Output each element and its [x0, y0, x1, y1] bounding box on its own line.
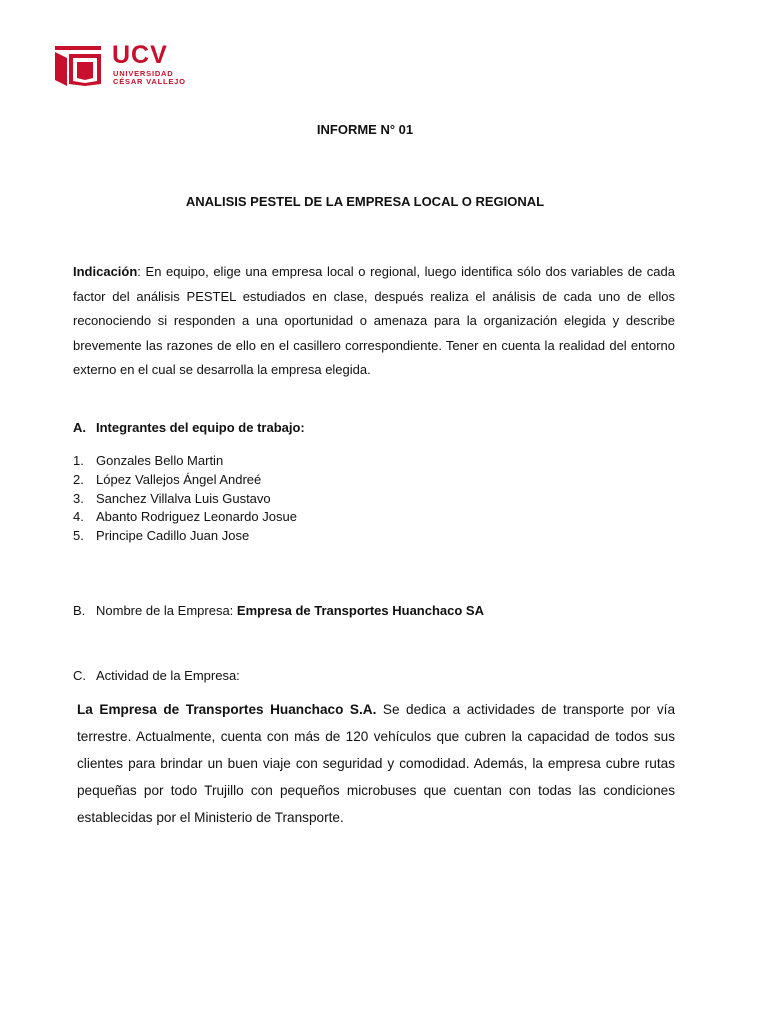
- members-list: [73, 452, 297, 546]
- member-number: 1.: [73, 453, 84, 468]
- actividad-company: La Empresa de Transportes Huanchaco S.A.: [77, 702, 377, 717]
- report-subtitle: ANALISIS PESTEL DE LA EMPRESA LOCAL O REGIONAL: [185, 194, 545, 209]
- indicacion-text: : En equipo, elige una empresa local o regional, luego identifica sólo dos variables de cada factor del análisis PESTEL estudiados en clase, después realiza el análisis de cada uno de ellos reconociendo si responden a una oportunidad o amenaza para la organización elegida y describe brevemente las razones de ello en el casillero correspondiente. Tener en cuenta la realidad del entorno externo en el cual se desarrolla la empresa elegida.: [73, 264, 675, 378]
- actividad-text: Se dedica a actividades de transporte por vía terrestre. Actualmente, cuenta con más de 120 vehículos que cubren la capacidad de todos sus clientes para brindar un buen viaje con seguridad y comodidad. Además, la empresa cubre rutas pequeñas por todo Trujillo con pequeños microbuses que cuentan con todas las condiciones establecidas por el Ministerio de Transporte.: [77, 702, 676, 825]
- member-name: López Vallejos Ángel Andreé: [96, 471, 262, 487]
- indicacion-label: Indicación: [73, 264, 138, 279]
- section-a-heading: [73, 420, 305, 435]
- member-item: [73, 508, 297, 527]
- member-name: Principe Cadillo Juan Jose: [96, 528, 250, 544]
- member-number: 2.: [73, 471, 84, 487]
- member-item: [73, 490, 297, 509]
- company-name: Empresa de Transportes Huanchaco SA: [236, 603, 484, 618]
- member-number: 3.: [73, 490, 84, 506]
- member-item: [73, 527, 297, 546]
- indicacion-paragraph: [73, 260, 675, 383]
- section-a-label: A.: [73, 420, 86, 435]
- actividad-paragraph: [77, 696, 675, 831]
- section-b-title: Nombre de la Empresa:: [96, 603, 237, 618]
- report-title: INFORME N° 01: [316, 122, 414, 137]
- member-name: Abanto Rodriguez Leonardo Josue: [96, 509, 297, 525]
- member-number: 5.: [73, 528, 84, 544]
- section-c-heading: [73, 668, 240, 683]
- section-b-label: B.: [73, 603, 86, 618]
- member-number: 4.: [73, 509, 84, 525]
- section-b-heading: [73, 603, 484, 618]
- member-item: [73, 471, 297, 490]
- section-c-label: C.: [73, 668, 86, 683]
- logo-wordmark: UCV: [112, 41, 168, 69]
- ucv-shield-icon: [53, 42, 103, 86]
- member-name: Sanchez Villalva Luis Gustavo: [96, 490, 271, 506]
- member-item: [73, 452, 297, 471]
- section-a-title: Integrantes del equipo de trabajo:: [96, 420, 305, 435]
- section-c-title: Actividad de la Empresa:: [96, 668, 240, 683]
- member-name: Gonzales Bello Martin: [96, 453, 224, 468]
- logo-name-line: CÉSAR VALLEJO: [113, 77, 186, 86]
- logo-university-line: UNIVERSIDAD: [113, 69, 174, 78]
